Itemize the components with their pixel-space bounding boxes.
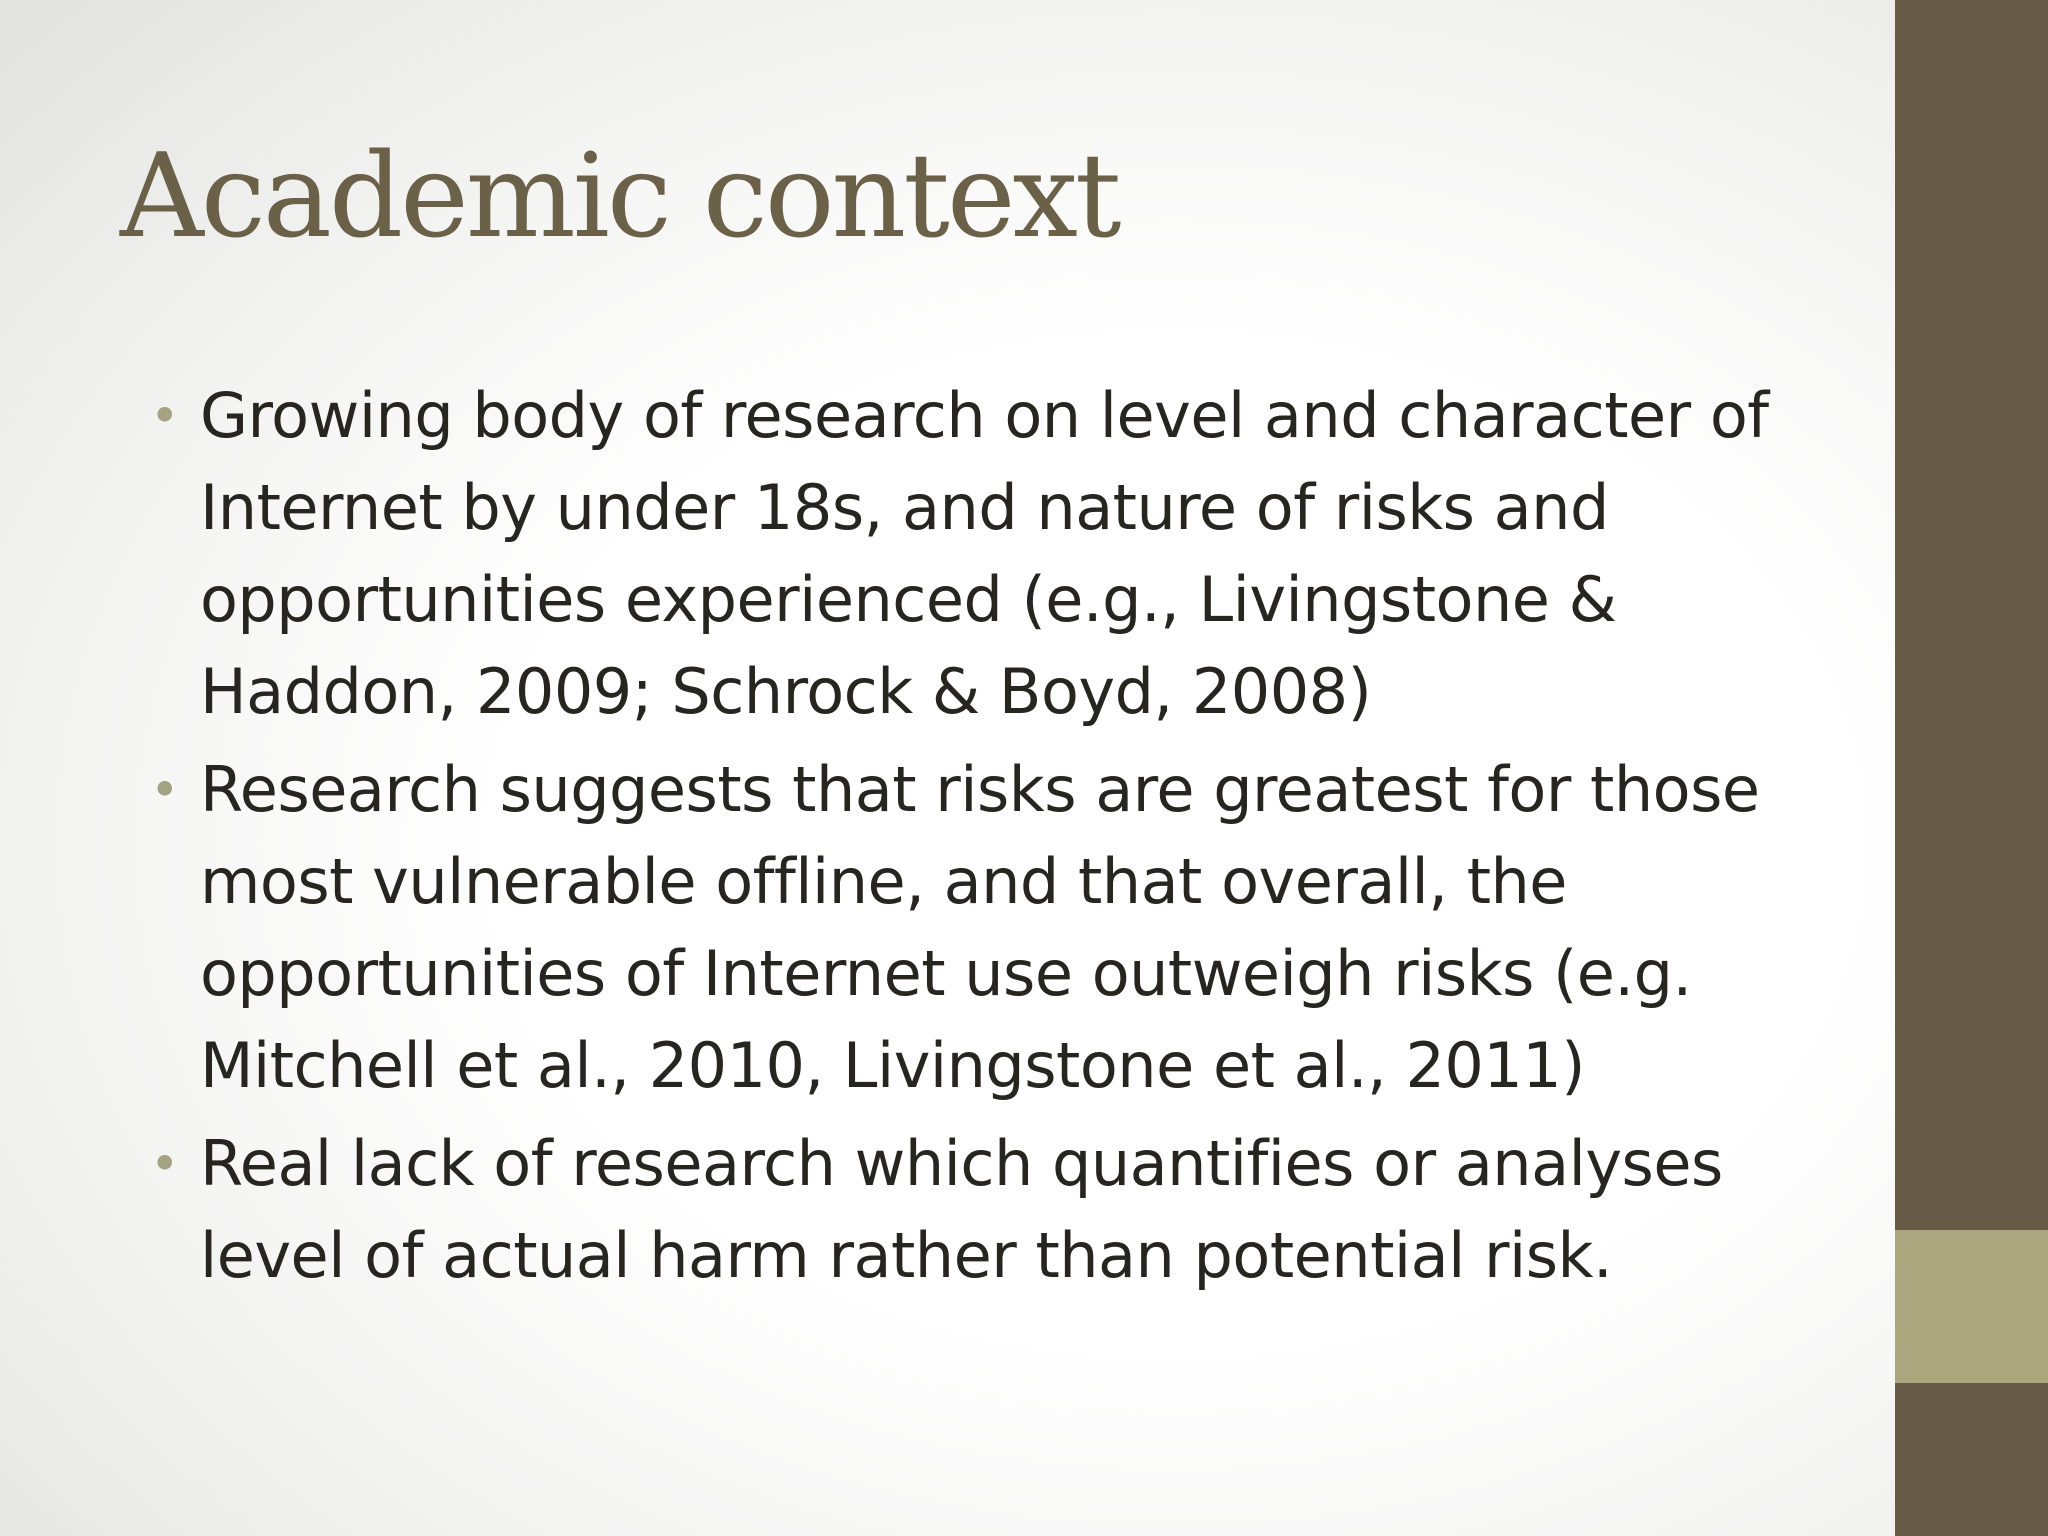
- bullet-item: [150, 1118, 1830, 1302]
- side-bar-accent-segment: [1895, 1230, 2048, 1383]
- side-decoration-bar: [1895, 0, 2048, 1536]
- slide-title: Academic context: [120, 129, 1119, 264]
- bullet-marker: •: [150, 761, 179, 819]
- bullet-text: Growing body of research on level and character of Internet by under 18s, and nature of risks and opportunities experienced (e.g., Livingstone & Haddon, 2009; Schrock & Boyd, 2008): [200, 379, 1769, 728]
- side-bar-bottom-segment: [1895, 1383, 2048, 1536]
- bullet-item: [150, 370, 1830, 738]
- bullet-list: [150, 370, 1830, 1308]
- bullet-marker: •: [150, 1135, 179, 1193]
- bullet-text: Real lack of research which quantifies or analyses level of actual harm rather than potential risk.: [200, 1127, 1723, 1292]
- side-bar-top-segment: [1895, 0, 2048, 1230]
- bullet-marker: •: [150, 387, 179, 445]
- bullet-item: [150, 744, 1830, 1112]
- bullet-text: Research suggests that risks are greatest for those most vulnerable offline, and that overall, the opportunities of Internet use outweigh risks (e.g. Mitchell et al., 2010, Livingstone et al., 2011): [200, 753, 1760, 1102]
